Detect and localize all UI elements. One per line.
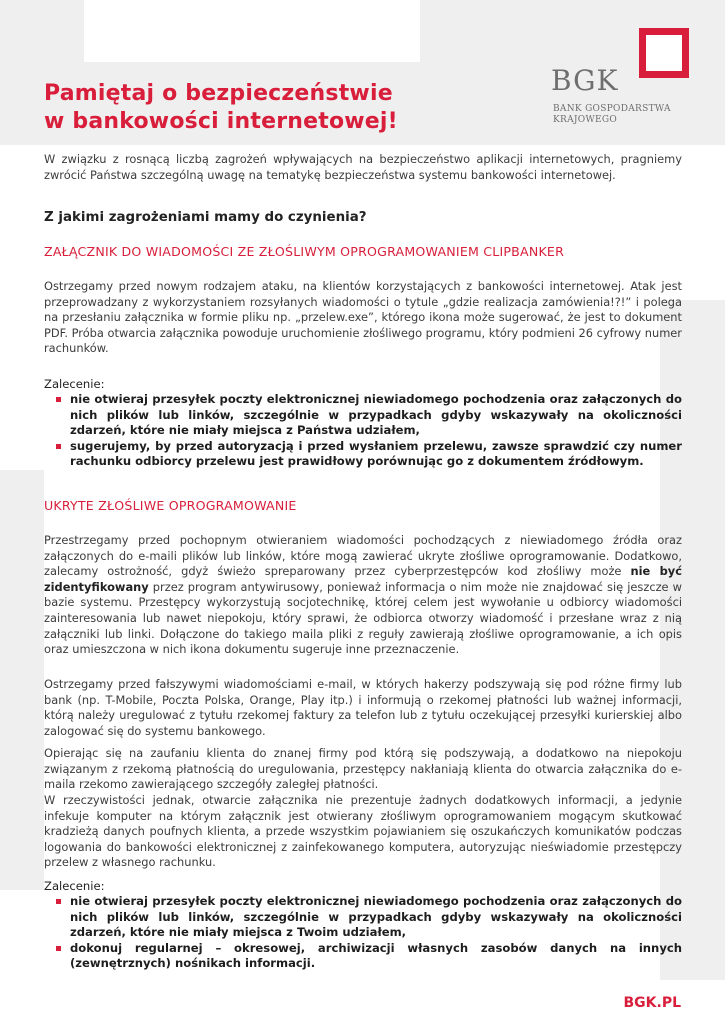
bullet-icon — [56, 946, 61, 951]
section2-rec-label: Zalecenie: — [44, 879, 105, 893]
section2-paragraph-4: W rzeczywistości jednak, otwarcie załącznika nie prezentuje żadnych dodatkowych informacji, a jedynie infekuje komputer na którym załącznik jest otwierany złośliwym oprogramowaniem mogącym skutkować kradzieżą danych poufnych klienta, a przede wszystkim pojawianiem się oszukańczych komunikatów podczas logowania do bankowości elektronicznej z zainfekowanego komputera, autoryzując nieświadomie przestępczy przelew z własnego rachunku. — [44, 793, 682, 870]
list-item — [44, 392, 682, 439]
section2-p1-start: Przestrzegamy przed pochopnym otwieraniem wiadomości pochodzących z niewiadomego źródła oraz załączonych do e-maili plików lub linków, które mogą zawierać ukryte złośliwe oprogramowanie. Dodatkowo, zalecamy ostrożność, gdyż świeżo spreparowany przez cyberprzestępców kod złośliwy może — [44, 533, 682, 579]
list-item — [44, 941, 682, 972]
list-item — [44, 894, 682, 941]
list-item — [44, 439, 682, 470]
background-shape-left — [0, 470, 44, 890]
logo-name: BGK — [551, 64, 619, 97]
list-item-text: sugerujemy, by przed autoryzacją i przed wysłaniem przelewu, zawsze sprawdzić czy numer rachunku odbiorcy przelewu jest prawidłowy porównując go z dokumentem źródłowym. — [70, 438, 682, 469]
section2-recommendations — [44, 894, 682, 972]
logo-subtitle: BANK GOSPODARSTWA KRAJOWEGO — [553, 104, 671, 125]
bullet-icon — [56, 444, 61, 449]
background-shape-top-white — [84, 0, 420, 62]
section2-paragraph-2: Ostrzegamy przed fałszywymi wiadomościami e-mail, w których hakerzy podszywają się pod różne firmy lub bank (np. T-Mobile, Poczta Polska, Orange, Play itp.) i informują o rzekomej płatności lub ważnej informacji, którą należy uregulować z tytułu rzekomej faktury za telefon lub z tytułu oczekującej przesyłki kurierskiej albo zalogować się do systemu bankowego. — [44, 677, 682, 738]
section2-p1-bold: nie być zidentyfikowany — [44, 564, 682, 594]
bullet-icon — [56, 899, 61, 904]
section1-rec-label: Zalecenie: — [44, 377, 105, 391]
section1-heading: ZAŁĄCZNIK DO WIADOMOŚCI ZE ZŁOŚLIWYM OPROGRAMOWANIEM CLIPBANKER — [44, 244, 565, 259]
question-heading: Z jakimi zagrożeniami mamy do czynienia? — [44, 210, 367, 225]
bgk-logo — [551, 28, 686, 128]
section1-recommendations — [44, 392, 682, 470]
list-item-text: dokonuj regularnej – okresowej, archiwizacji własnych zasobów danych na innych (zewnętrznych) nośnikach informacji. — [70, 940, 682, 971]
intro-text: W związku z rosnącą liczbą zagrożeń wpływających na bezpieczeństwo aplikacji internetowych, pragniemy zwrócić Państwa szczególną uwagę na tematykę bezpieczeństwa systemu bankowości internetowej. — [44, 152, 682, 182]
footer-website-link[interactable]: BGK.PL — [623, 995, 681, 1011]
bullet-icon — [56, 397, 61, 402]
list-item-text: nie otwieraj przesyłek poczty elektronicznej niewiadomego pochodzenia oraz załączonych do nich plików lub linków, szczególnie w przypadkach gdyby wskazywały na okoliczności zdarzeń, które nie miały miejsca z Państwa udziałem, — [70, 392, 682, 438]
logo-square-icon — [639, 28, 689, 78]
section2-paragraph-3: Opierając się na zaufaniu klienta do znanej firmy pod którą się podszywają, a dodatkowo na niepokoju związanym z rzekomą płatnością do uregulowania, przestępcy nakłaniają klienta do otwarcia załącznika do e-maila rzekomo zawierającego szczegóły zaległej płatności. — [44, 746, 682, 792]
section2-paragraph-1 — [44, 533, 682, 658]
list-item-text: nie otwieraj przesyłek poczty elektronicznej niewiadomego pochodzenia oraz załączonych do nich plików lub linków, szczególnie w przypadkach gdyby wskazywały na okoliczności zdarzeń, które nie miały miejsca z Twoim udziałem, — [70, 894, 682, 940]
section1-body: Ostrzegamy przed nowym rodzajem ataku, na klientów korzystających z bankowości internetowej. Atak jest przeprowadzany z wykorzystaniem rozsyłanych wiadomości o tytule „gdzie realizacja zamówienia!?!” i polega na przesłaniu załącznika w formie pliku np. „przelew.exe”, którego ikona może sugerować, że jest to dokument PDF. Próba otwarcia załącznika powoduje uruchomienie złośliwego programu, który podmieni 26 cyfrowy numer rachunków. — [44, 279, 682, 356]
page-title: Pamiętaj o bezpieczeństwie w bankowości internetowej! — [44, 81, 398, 134]
section2-heading: UKRYTE ZŁOŚLIWE OPROGRAMOWANIE — [44, 498, 297, 513]
section2-p1-end: przez program antywirusowy, ponieważ informacja o nim może nie znajdować się jeszcze w bazie systemu. Przestępcy wykorzystują socjotechnikę, której celem jest wywołanie u odbiorcy wiadomości zainteresowania lub nawet niepokoju, który sprawi, że odbiorca otworzy wiadomość i przesłane wraz z nią załączniki lub linki. Dołączone do takiego maila pliki z reguły zawierają złośliwe oprogramowanie, a ich opis oraz umieszczona w nich ikona dokumentu sugeruje inne przeznaczenie. — [44, 579, 682, 657]
